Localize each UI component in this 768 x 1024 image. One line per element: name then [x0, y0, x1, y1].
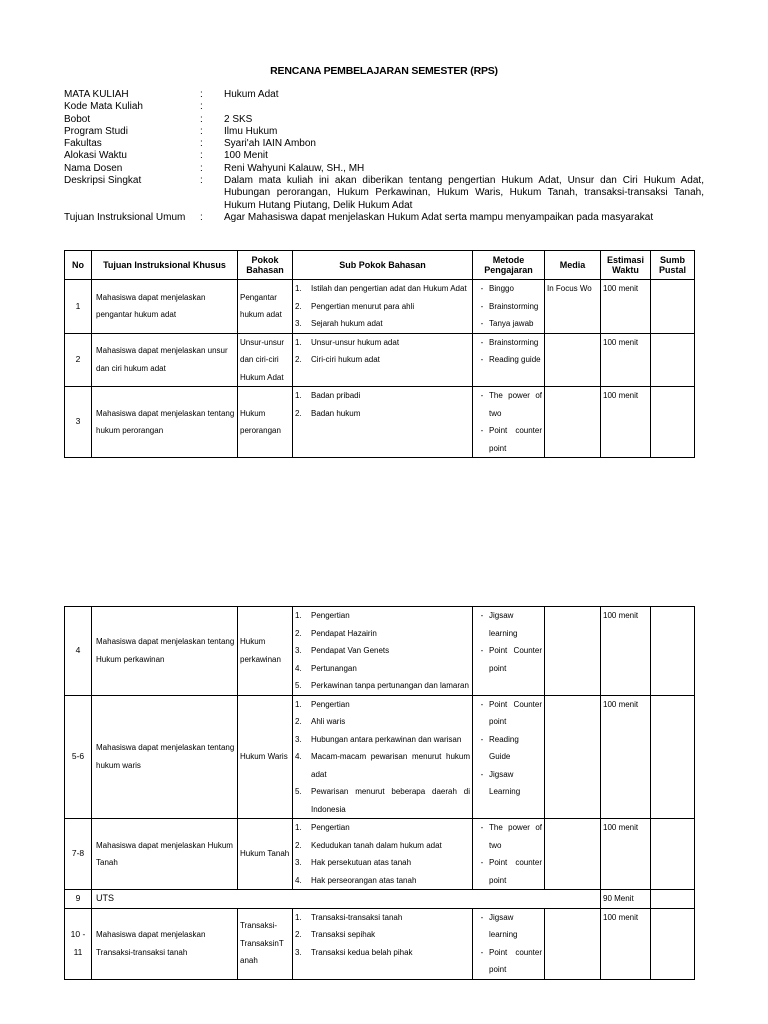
table-row — [65, 819, 695, 890]
sub-item-number: 4. — [295, 752, 302, 761]
metode-item — [475, 819, 542, 854]
sub-item-text: Unsur-unsur hukum adat — [311, 337, 400, 347]
media-cell — [545, 908, 601, 979]
metode-cell — [473, 908, 545, 979]
sub-item-number: 1. — [295, 391, 302, 400]
meta-row — [64, 138, 704, 150]
dash: - — [480, 912, 484, 922]
metode-cell — [473, 607, 545, 696]
header-estimasi: Estimasi Waktu — [601, 251, 651, 280]
media-cell — [545, 819, 601, 890]
sub-list — [295, 334, 470, 369]
table-row — [65, 387, 695, 458]
metode-list — [475, 334, 542, 369]
table-row — [65, 695, 695, 819]
sub-item — [295, 280, 470, 298]
pokok-cell: Hukum perorangan — [238, 387, 293, 458]
sub-item — [295, 713, 470, 731]
sub-item-text: Perkawinan tanpa pertunangan dan lamaran — [311, 681, 469, 690]
sub-cell — [293, 607, 473, 696]
meta-value: Ilmu Hukum — [224, 125, 278, 137]
meta-value — [224, 101, 704, 113]
sub-list — [295, 696, 470, 819]
estimasi-cell: 100 menit — [601, 695, 651, 819]
rps-table-part2 — [64, 606, 695, 980]
meta-row — [64, 163, 704, 175]
sub-cell — [293, 819, 473, 890]
header-pokok: Pokok Bahasan — [238, 251, 293, 280]
dash: - — [480, 301, 484, 311]
metode-item — [475, 422, 542, 457]
metode-text: Point Counter point — [489, 646, 542, 673]
sub-item — [295, 909, 470, 927]
sub-list — [295, 387, 470, 422]
estimasi-cell: 100 menit — [601, 280, 651, 334]
meta-label: Deskripsi Singkat — [64, 175, 142, 187]
sumber-cell — [651, 607, 695, 696]
metode-text: Reading Guide — [489, 734, 519, 761]
meta-value: 2 SKS — [224, 113, 253, 125]
metode-item — [475, 731, 542, 766]
row-number: 1 — [65, 280, 92, 334]
metode-item — [475, 351, 542, 369]
sub-item-text: Hubungan antara perkawinan dan warisan — [311, 734, 462, 744]
sub-item-number: 1. — [295, 337, 302, 347]
metode-list — [475, 909, 542, 979]
media-cell: In Focus Wo — [545, 280, 601, 334]
sub-item — [295, 854, 470, 872]
sub-item-number: 1. — [295, 284, 302, 293]
tik-cell: Mahasiswa dapat menjelaskan tentang hukum perorangan — [92, 387, 238, 458]
meta-colon: : — [200, 113, 203, 125]
pokok-cell: Unsur-unsur dan ciri-ciri Hukum Adat — [238, 333, 293, 387]
sub-item-text: Ahli waris — [311, 717, 346, 726]
tik-cell: Mahasiswa dapat menjelaskan tentang Hukum perkawinan — [92, 607, 238, 696]
meta-label: Nama Dosen — [64, 162, 123, 174]
dash: - — [480, 858, 484, 867]
media-cell — [545, 695, 601, 819]
meta-row — [64, 89, 704, 101]
sub-item — [295, 351, 470, 369]
sub-item-text: Pewarisan menurut beberapa daerah di Indonesia — [311, 787, 470, 814]
sub-item-number: 2. — [295, 301, 302, 311]
sub-item — [295, 944, 470, 962]
sub-item — [295, 872, 470, 890]
sub-item-text: Badan hukum — [311, 408, 361, 418]
sumber-cell — [651, 387, 695, 458]
sub-item-number: 1. — [295, 823, 302, 832]
sub-item-text: Transaksi-transaksi tanah — [311, 912, 403, 922]
meta-label: Bobot — [64, 113, 91, 125]
table-row — [65, 333, 695, 387]
sub-item — [295, 731, 470, 749]
sumber-cell — [651, 819, 695, 890]
metode-list — [475, 387, 542, 457]
header-sub: Sub Pokok Bahasan — [293, 251, 473, 280]
sub-item-text: Pengertian — [311, 699, 350, 709]
metode-cell — [473, 387, 545, 458]
meta-value: Reni Wahyuni Kalauw, SH., MH — [224, 162, 365, 174]
meta-label: MATA KULIAH — [64, 89, 129, 100]
sub-item — [295, 819, 470, 837]
metode-item — [475, 607, 542, 642]
header-tik: Tujuan Instruksional Khusus — [92, 251, 238, 280]
sumber-cell — [651, 695, 695, 819]
sub-item-text: Pengertian menurut para ahli — [311, 301, 415, 311]
metode-item — [475, 854, 542, 889]
meta-colon: : — [200, 211, 203, 223]
meta-label: Alokasi Waktu — [64, 150, 127, 162]
row-number: 9 — [65, 890, 92, 909]
metode-text: Binggo — [489, 284, 514, 293]
sub-item-text: Pendapat Van Genets — [311, 646, 390, 655]
sub-item — [295, 315, 470, 333]
dash: - — [480, 284, 484, 293]
row-number: 10 - 11 — [65, 908, 92, 979]
dash: - — [480, 823, 484, 832]
metode-item — [475, 387, 542, 422]
metode-cell — [473, 695, 545, 819]
meta-colon: : — [200, 101, 203, 113]
metode-text: Tanya jawab — [489, 319, 534, 328]
metode-text: Jigsaw Learning — [489, 769, 521, 796]
row-number: 2 — [65, 333, 92, 387]
sub-item-text: Transaksi sepihak — [311, 930, 376, 939]
metode-text: Point counter point — [489, 426, 542, 453]
row-number: 5-6 — [65, 695, 92, 819]
metode-text: Brainstorming — [489, 337, 539, 347]
dash: - — [480, 646, 484, 655]
meta-row — [64, 126, 704, 138]
meta-value: Dalam mata kuliah ini akan diberikan tentang pengertian Hukum Adat, Unsur dan Ciri Hukum Adat, Hubungan perorangan, Hukum Perkawinan, Hukum Waris, Hukum Tanah, transaksi-transaksi Tanah, Hukum Hutang Piutang, Delik Hukum Adat — [224, 175, 704, 211]
dash: - — [480, 337, 484, 347]
table-row — [65, 890, 695, 909]
metode-item — [475, 298, 542, 316]
sub-item — [295, 696, 470, 714]
dash: - — [480, 769, 484, 779]
estimasi-cell: 100 menit — [601, 607, 651, 696]
sub-item-number: 4. — [295, 663, 302, 673]
meta-row — [64, 101, 704, 113]
sub-item-number: 4. — [295, 875, 302, 885]
sub-cell — [293, 387, 473, 458]
estimasi-cell: 90 Menit — [601, 890, 651, 909]
header-media: Media — [545, 251, 601, 280]
meta-row — [64, 212, 704, 224]
metode-text: Reading guide — [489, 355, 541, 364]
sub-item-text: Transaksi kedua belah pihak — [311, 947, 413, 957]
sumber-cell — [651, 908, 695, 979]
tik-cell: Mahasiswa dapat menjelaskan tentang hukum waris — [92, 695, 238, 819]
metode-list — [475, 280, 542, 333]
meta-colon: : — [200, 89, 203, 100]
sub-cell — [293, 333, 473, 387]
sub-list — [295, 607, 470, 695]
sub-item-text: Badan pribadi — [311, 391, 361, 400]
header-no: No — [65, 251, 92, 280]
sumber-cell — [651, 280, 695, 334]
metode-cell — [473, 819, 545, 890]
sub-item-number: 2. — [295, 408, 302, 418]
meta-value: 100 Menit — [224, 150, 268, 162]
media-cell — [545, 333, 601, 387]
document-title: RENCANA PEMBELAJARAN SEMESTER (RPS) — [270, 65, 498, 77]
meta-label: Program Studi — [64, 125, 128, 137]
sub-item-text: Sejarah hukum adat — [311, 319, 383, 328]
tik-cell: Mahasiswa dapat menjelaskan Transaksi-transaksi tanah — [92, 908, 238, 979]
sub-item-number: 2. — [295, 628, 302, 638]
dash: - — [480, 426, 484, 435]
metode-item — [475, 315, 542, 333]
dash: - — [480, 734, 484, 744]
sub-item-number: 2. — [295, 717, 302, 726]
sub-item-text: Hak persekutuan atas tanah — [311, 858, 412, 867]
meta-row — [64, 175, 704, 212]
sub-item-text: Istilah dan pengertian adat dan Hukum Adat — [311, 284, 467, 293]
meta-label: Fakultas — [64, 138, 102, 150]
sub-item — [295, 642, 470, 660]
pokok-cell: Hukum perkawinan — [238, 607, 293, 696]
sumber-cell — [651, 333, 695, 387]
sub-item-text: Macam-macam pewarisan menurut hukum adat — [311, 752, 470, 779]
metode-item — [475, 944, 542, 979]
pokok-cell: Transaksi-TransaksinT anah — [238, 908, 293, 979]
metode-item — [475, 280, 542, 298]
sub-item — [295, 748, 470, 783]
metode-cell — [473, 333, 545, 387]
meta-row — [64, 114, 704, 126]
metode-text: Point Counter point — [489, 699, 542, 726]
table-header — [65, 251, 695, 280]
pokok-cell: Hukum Tanah — [238, 819, 293, 890]
meta-colon: : — [200, 175, 203, 187]
row-number: 3 — [65, 387, 92, 458]
meta-row — [64, 150, 704, 162]
estimasi-cell: 100 menit — [601, 333, 651, 387]
metode-list — [475, 696, 542, 801]
meta-value: Agar Mahasiswa dapat menjelaskan Hukum Adat serta mampu menyampaikan pada masyarakat — [224, 211, 654, 223]
pokok-cell: Pengantar hukum adat — [238, 280, 293, 334]
sub-item-number: 1. — [295, 611, 302, 620]
dash: - — [480, 355, 484, 364]
header-sumber: Sumb Pustal — [651, 251, 695, 280]
sub-item-number: 2. — [295, 840, 302, 850]
sub-item-text: Ciri-ciri hukum adat — [311, 355, 380, 364]
metode-text: Point counter point — [489, 858, 542, 885]
row-number: 4 — [65, 607, 92, 696]
uts-label: UTS — [92, 890, 601, 909]
table-row — [65, 908, 695, 979]
sub-item-number: 3. — [295, 858, 302, 867]
sub-item — [295, 660, 470, 678]
sub-item — [295, 387, 470, 405]
metode-text: Jigsaw learning — [489, 611, 518, 638]
metode-item — [475, 642, 542, 677]
metode-item — [475, 696, 542, 731]
metode-text: Brainstorming — [489, 301, 539, 311]
sub-item-number: 3. — [295, 319, 302, 328]
sub-item-number: 1. — [295, 912, 302, 922]
metode-item — [475, 909, 542, 944]
metode-list — [475, 819, 542, 889]
meta-value: Hukum Adat — [224, 89, 279, 100]
sub-list — [295, 280, 470, 333]
sub-item-number: 2. — [295, 355, 302, 364]
sub-cell — [293, 908, 473, 979]
meta-colon: : — [200, 150, 203, 162]
sub-item — [295, 625, 470, 643]
sub-item — [295, 298, 470, 316]
metode-list — [475, 607, 542, 677]
dash: - — [480, 611, 484, 620]
sub-item-text: Hak perseorangan atas tanah — [311, 875, 417, 885]
meta-colon: : — [200, 138, 203, 150]
sub-item — [295, 677, 470, 695]
sub-item-text: Pengertian — [311, 823, 350, 832]
sumber-cell — [651, 890, 695, 909]
meta-colon: : — [200, 125, 203, 137]
sub-item-text: Pertunangan — [311, 663, 357, 673]
dash: - — [480, 947, 484, 957]
media-cell — [545, 387, 601, 458]
sub-item-number: 5. — [295, 681, 302, 690]
sub-item-number: 2. — [295, 930, 302, 939]
metode-text: The power of two — [489, 391, 542, 418]
table-row — [65, 607, 695, 696]
rps-table-part1 — [64, 250, 695, 458]
sub-item-text: Pendapat Hazairin — [311, 628, 377, 638]
sub-item-text: Pengertian — [311, 611, 350, 620]
sub-cell — [293, 695, 473, 819]
tik-cell: Mahasiswa dapat menjelaskan unsur dan ciri hukum adat — [92, 333, 238, 387]
metode-text: Jigsaw learning — [489, 912, 518, 939]
sub-item — [295, 607, 470, 625]
metode-text: The power of two — [489, 823, 542, 850]
estimasi-cell: 100 menit — [601, 387, 651, 458]
estimasi-cell: 100 menit — [601, 819, 651, 890]
sub-item-number: 3. — [295, 947, 302, 957]
estimasi-cell: 100 menit — [601, 908, 651, 979]
row-number: 7-8 — [65, 819, 92, 890]
sub-item-number: 3. — [295, 646, 302, 655]
pokok-cell: Hukum Waris — [238, 695, 293, 819]
sub-item-number: 1. — [295, 699, 302, 709]
sub-item — [295, 334, 470, 352]
meta-colon: : — [200, 162, 203, 174]
tik-cell: Mahasiswa dapat menjelaskan Hukum Tanah — [92, 819, 238, 890]
sub-item-text: Kedudukan tanah dalam hukum adat — [311, 840, 442, 850]
sub-cell — [293, 280, 473, 334]
sub-list — [295, 909, 470, 962]
meta-value: Syari'ah IAIN Ambon — [224, 138, 316, 150]
dash: - — [480, 391, 484, 400]
sub-item-number: 5. — [295, 787, 302, 796]
header-metode: Metode Pengajaran — [473, 251, 545, 280]
sub-item — [295, 783, 470, 818]
tik-cell: Mahasiswa dapat menjelaskan pengantar hukum adat — [92, 280, 238, 334]
metode-item — [475, 766, 542, 801]
sub-item-number: 3. — [295, 734, 302, 744]
sub-item — [295, 926, 470, 944]
meta-label: Kode Mata Kuliah — [64, 101, 143, 113]
course-info — [64, 89, 704, 224]
metode-cell — [473, 280, 545, 334]
media-cell — [545, 607, 601, 696]
sub-item — [295, 405, 470, 423]
dash: - — [480, 699, 484, 709]
metode-text: Point counter point — [489, 947, 542, 974]
sub-item — [295, 837, 470, 855]
metode-item — [475, 334, 542, 352]
dash: - — [480, 319, 484, 328]
meta-label: Tujuan Instruksional Umum — [64, 211, 186, 223]
table-row — [65, 280, 695, 334]
sub-list — [295, 819, 470, 889]
